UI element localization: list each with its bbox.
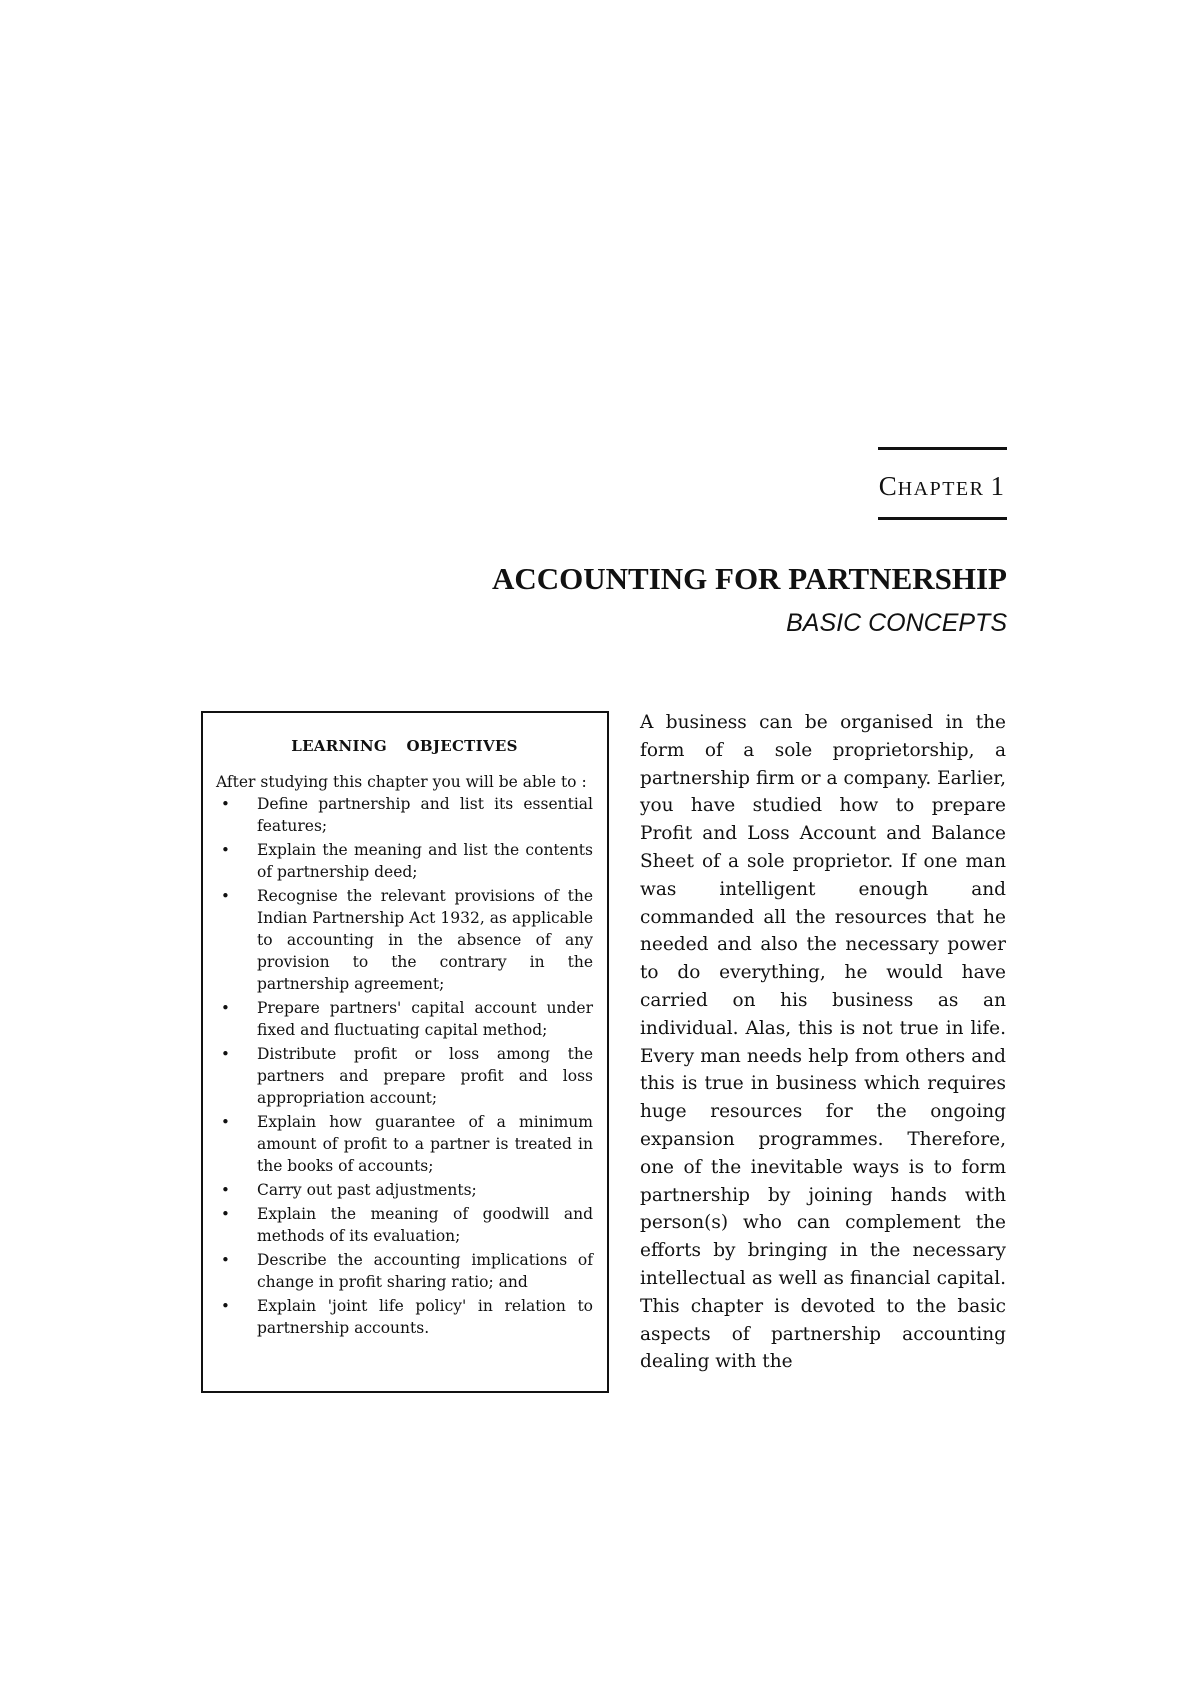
bullet-icon: • — [221, 887, 230, 905]
chapter-rule-bottom — [878, 517, 1007, 520]
bullet-icon: • — [221, 1045, 230, 1063]
learning-objectives-list — [216, 793, 593, 1339]
chapter-number: 1 — [990, 471, 1005, 501]
bullet-icon: • — [221, 999, 230, 1017]
bullet-icon: • — [221, 841, 230, 859]
objective-text: Define partnership and list its essential features; — [257, 795, 593, 835]
chapter-label-rest: HAPTER — [897, 478, 985, 500]
objective-text: Explain how guarantee of a minimum amount of profit to a partner is treated in the books of accounts; — [257, 1113, 593, 1175]
objective-text: Prepare partners' capital account under fixed and fluctuating capital method; — [257, 999, 593, 1039]
bullet-icon: • — [221, 1113, 230, 1131]
chapter-label-initial: C — [878, 471, 898, 501]
bullet-icon: • — [221, 1205, 230, 1223]
objective-text: Explain the meaning and list the contents of partnership deed; — [257, 841, 593, 881]
bullet-icon: • — [221, 1297, 230, 1315]
objective-item — [216, 1043, 593, 1109]
learning-objectives-heading: LEARNING OBJECTIVES — [291, 737, 518, 755]
learning-objectives-box — [201, 711, 609, 1393]
objective-text: Describe the accounting implications of change in profit sharing ratio; and — [257, 1251, 593, 1291]
objective-item — [216, 793, 593, 837]
chapter-label — [879, 470, 1005, 505]
chapter-rule-top — [878, 447, 1007, 450]
objective-text: Carry out past adjustments; — [257, 1181, 477, 1199]
objective-item — [216, 1203, 593, 1247]
bullet-icon: • — [221, 1251, 230, 1269]
objective-text: Explain the meaning of goodwill and methods of its evaluation; — [257, 1205, 593, 1245]
bullet-icon: • — [221, 1181, 230, 1199]
objective-item — [216, 1295, 593, 1339]
objective-text: Recognise the relevant provisions of the Indian Partnership Act 1932, as applicable to accounting in the absence of any provision to the contrary in the partnership agreement; — [257, 887, 593, 993]
objective-item — [216, 1249, 593, 1293]
objective-item — [216, 1111, 593, 1177]
page-title: ACCOUNTING FOR PARTNERSHIP — [491, 561, 1007, 596]
bullet-icon: • — [221, 795, 230, 813]
objective-text: Distribute profit or loss among the partners and prepare profit and loss appropriation account; — [257, 1045, 593, 1107]
objective-item — [216, 839, 593, 883]
page-subtitle: BASIC CONCEPTS — [786, 609, 1007, 637]
objective-item — [216, 1179, 593, 1201]
learning-objectives-intro: After studying this chapter you will be able to : — [216, 773, 587, 791]
objective-item — [216, 885, 593, 995]
body-paragraph: A business can be organised in the form of a sole proprietorship, a partnership firm or a company. Earlier, you have studied how to prepare Profit and Loss Account and Balance Sheet of a sole proprietor. If one man was intelligent enough and commanded all the resources that he needed and also the necessary power to do everything, he would have carried on his business as an individual. Alas, this is not true in life. Every man needs help from others and this is true in business which requires huge resources for the ongoing expansion programmes. Therefore, one of the inevitable ways is to form partnership by joining hands with person(s) who can complement the efforts by bringing in the necessary intellectual as well as financial capital. This chapter is devoted to the basic aspects of partnership accounting dealing with the — [640, 712, 1006, 1373]
objective-item — [216, 997, 593, 1041]
objective-text: Explain 'joint life policy' in relation to partnership accounts. — [257, 1297, 593, 1337]
